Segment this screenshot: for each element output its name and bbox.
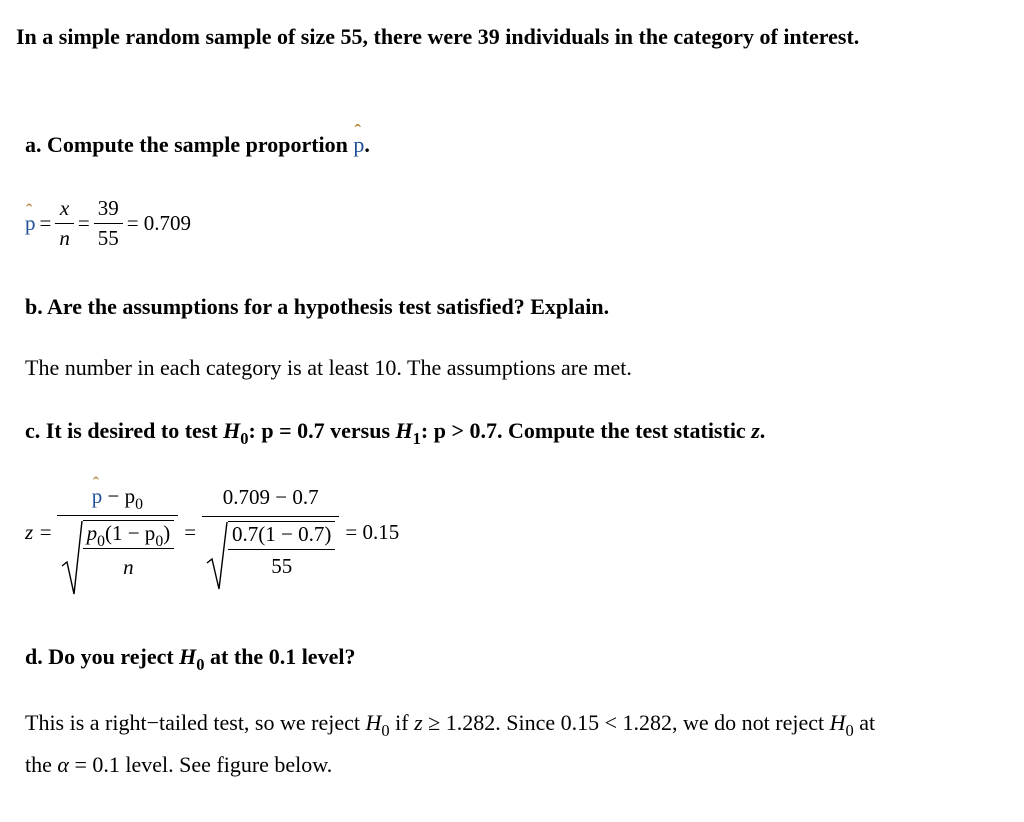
sqrt-numeric: $\frac{0.7(1 - 0.7)}{55}$ [206, 521, 335, 579]
sqrt-symbolic: $\frac{p_0(1 - p_0)}{n}$ [61, 520, 175, 580]
part-b-question: b. Are the assumptions for a hypothesis test satisfied? Explain. [25, 294, 610, 319]
part-d-question: d. Do you reject $H_0$ at the 0.1 level? [25, 644, 356, 674]
problem-intro: In a simple random sample of size 55, there were 39 individuals in the category of interest. [16, 24, 860, 49]
phat-lhs: ˆ p [25, 211, 36, 236]
part-a-question-text: a. Compute the sample proportion [25, 132, 348, 157]
part-d-answer-line1: This is a right−tailed test, so we reject $H_0$ if z ≥ 1.282. Since 0.15 < 1.282, we do not reject $H_0$ at [25, 710, 876, 740]
z-lhs: z = [25, 519, 53, 544]
fraction-x-over-n: $\frac{x}{n}$ [55, 196, 74, 251]
phat-result: = 0.709 [126, 211, 192, 235]
part-d-answer-line2: the α = 0.1 level. See figure below. [25, 752, 333, 777]
part-a-formula: ˆ p = $\frac{x}{n}$ = $\frac{39}{55}$ = 0.709 [25, 196, 191, 251]
part-c-question: c. It is desired to test $H_0$: p = 0.7 versus $H_1$: p > 0.7. Compute the test statistic z. [25, 418, 766, 448]
phat-symbol: ˆ p [353, 132, 364, 158]
alpha-symbol: α [57, 752, 69, 777]
part-b-answer: The number in each category is at least 10. The assumptions are met. [25, 355, 632, 380]
z-result: = 0.15 [345, 519, 400, 544]
fraction-39-over-55: $\frac{39}{55}$ [94, 196, 123, 251]
z-symbolic-fraction: ˆ $\frac{p - p_0}{\frac{p_0(1 - p_0)}{n}}$ [57, 484, 179, 580]
part-c-formula: z = ˆ $\frac{p - p_0}{\frac{p_0(1 - p_0)}{n}}$ = $\frac{0.709 - 0.7}{\frac{0.7(1 - 0.7)}{55}}$ = 0.15 [25, 484, 399, 580]
part-a-question: a. Compute the sample proportion ˆ p. [25, 132, 370, 158]
z-numeric-fraction: $\frac{0.709 - 0.7}{\frac{0.7(1 - 0.7)}{55}}$ [202, 485, 339, 579]
